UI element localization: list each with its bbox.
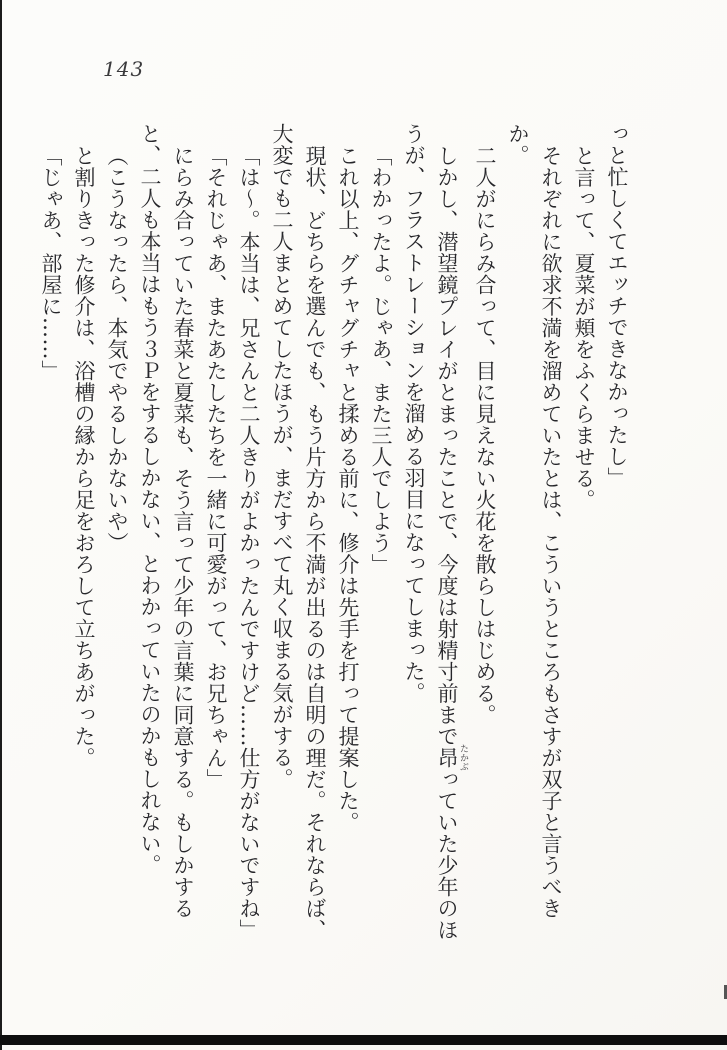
page-number: 143 bbox=[103, 57, 145, 81]
scan-left-edge bbox=[0, 0, 2, 1050]
paragraph: 現状、どちらを選んでも、もう片方から不満が出るのは自明の理だ。それならば、大変でも二人まとめてしたほうが、まだすべて丸く収まる気がする。 bbox=[270, 123, 327, 940]
paragraph: それぞれに欲求不満を溜めていたとは、こういうところもさすが双子と言うべきか。 bbox=[506, 123, 563, 919]
paragraph: 「それじゃあ、またあたしたちを一緒に可愛がって、お兄ちゃん」 bbox=[204, 144, 228, 790]
paragraph: と言って、夏菜が頬をふくらませる。 bbox=[572, 144, 596, 510]
paragraph: 「は〜。本当は、兄さんと二人きりがよかったんですけど……仕方がないですね」 bbox=[237, 144, 261, 940]
vertical-text-body bbox=[34, 123, 633, 945]
paragraph: 「わかったよ。じゃあ、また三人でしよう」 bbox=[369, 144, 393, 575]
paragraph: 「じゃあ、部屋に……」 bbox=[39, 144, 63, 381]
paragraph: （こうなったら、本気でやるしかないや） bbox=[105, 144, 129, 553]
paragraph: にらみ合っていた春菜と夏菜も、そう言って少年の言葉に同意する。もしかすると、二人も本当はもう３Ｐをするしかない、とわかっていたのかもしれない。 bbox=[138, 123, 195, 919]
paragraph: と割りきった修介は、浴槽の縁から足をおろして立ちあがった。 bbox=[72, 144, 96, 768]
paragraph: しかし、潜望鏡プレイがとまったことで、今度は射精寸前まで昂 たかぶっていた少年のほうが、フラストレーションを溜める羽目になってしまった。 bbox=[402, 123, 468, 940]
paragraph: これ以上、グチャグチャと揉める前に、修介は先手を打って提案した。 bbox=[336, 144, 360, 833]
ruby-annotation: 昂 たかぶ bbox=[435, 743, 468, 771]
scan-bottom-edge bbox=[0, 1035, 727, 1045]
paragraph: 二人がにらみ合って、目に見えない火花を散らしはじめる。 bbox=[473, 144, 497, 725]
paragraph: っと忙しくてエッチできなかったし」 bbox=[605, 123, 629, 489]
